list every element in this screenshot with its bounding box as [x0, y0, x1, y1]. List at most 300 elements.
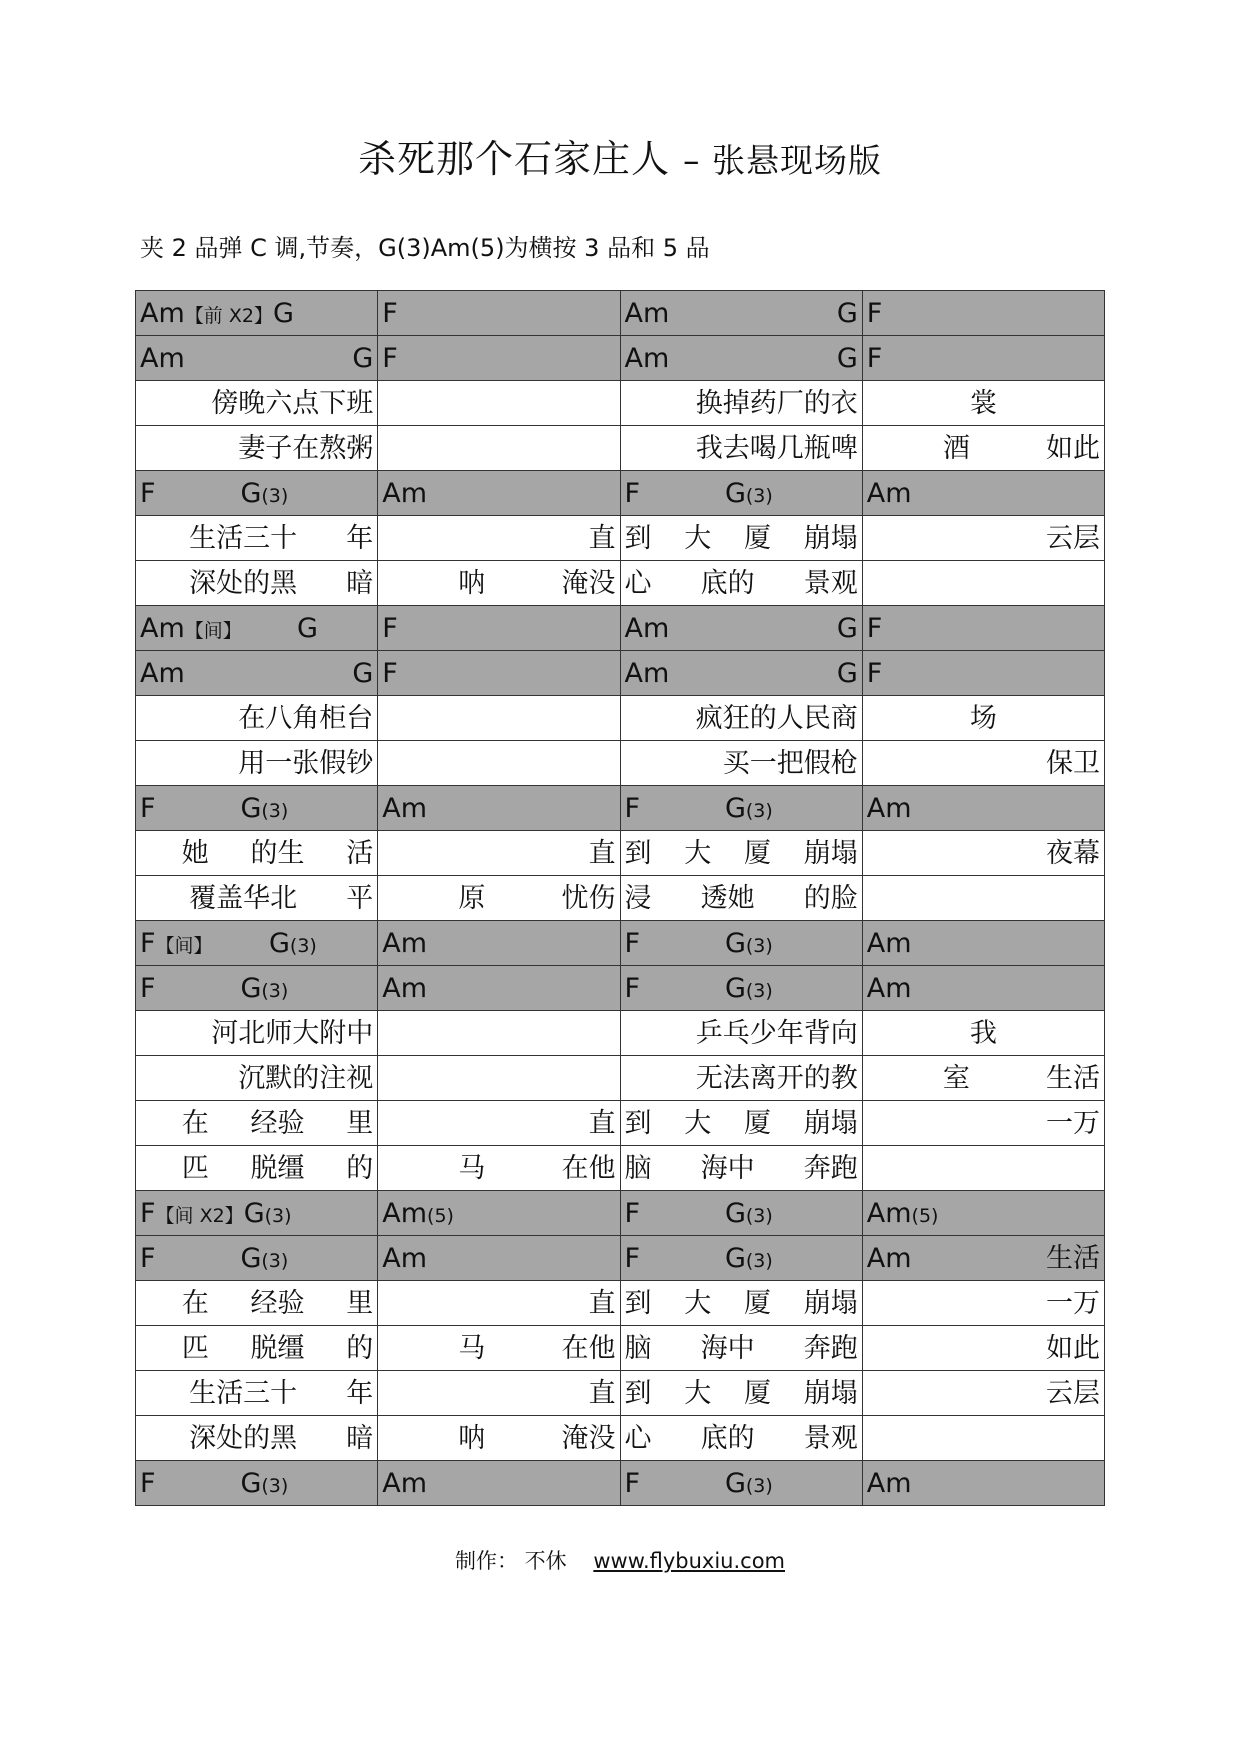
chord-label: G — [297, 612, 318, 644]
chord-label: F — [382, 342, 398, 374]
lyric-cell — [136, 426, 378, 471]
lyric-cell — [136, 561, 378, 606]
lyric-text: 厦 — [744, 1287, 771, 1319]
chord-cell — [136, 606, 378, 651]
lyric-text: 到 — [624, 1107, 652, 1139]
chord-label: G(3) — [724, 477, 773, 509]
lyric-row — [136, 696, 1105, 741]
lyric-text: 的生 — [250, 837, 305, 869]
chord-label: G(3) — [724, 972, 773, 1004]
chord-label: F — [140, 972, 156, 1004]
lyric-text: 忧伤 — [561, 882, 616, 914]
chord-cell — [620, 1461, 862, 1506]
lyric-text: 淹没 — [561, 1422, 616, 1454]
lyric-cell — [862, 1056, 1104, 1101]
lyric-cell — [136, 831, 378, 876]
chord-cell — [620, 1236, 862, 1281]
chord-cell — [378, 1461, 620, 1506]
lyric-cell — [378, 696, 620, 741]
lyric-text: 呐 — [458, 567, 486, 599]
chord-cell — [862, 1191, 1104, 1236]
lyric-text: 奔跑 — [803, 1152, 858, 1184]
lyric-text: 深处的黑 — [189, 1422, 298, 1454]
lyric-cell — [378, 741, 620, 786]
lyric-row — [136, 381, 1105, 426]
lyric-cell — [620, 1011, 862, 1056]
lyric-cell — [136, 696, 378, 741]
lyric-text: 大 — [684, 1287, 712, 1319]
chord-row — [136, 606, 1105, 651]
lyric-cell — [620, 876, 862, 921]
chord-label: F — [866, 657, 883, 689]
lyric-cell — [378, 1371, 620, 1416]
chord-cell — [620, 291, 862, 336]
chord-label: Am — [382, 477, 428, 509]
chord-row — [136, 1191, 1105, 1236]
lyric-cell — [620, 1146, 862, 1191]
lyric-text: 暗 — [346, 1422, 374, 1454]
lyric-text: 马 — [458, 1332, 486, 1364]
chord-label: F — [140, 1242, 156, 1274]
lyric-row — [136, 1056, 1105, 1101]
lyric-cell — [378, 1146, 620, 1191]
lyric-text: 大 — [684, 522, 712, 554]
chord-label: F — [140, 477, 156, 509]
chord-cell — [620, 1191, 862, 1236]
lyric-row — [136, 741, 1105, 786]
lyric-cell — [620, 696, 862, 741]
chord-label: F — [382, 612, 398, 644]
lyric-text: 崩塌 — [803, 1377, 858, 1409]
chord-label: G — [836, 342, 858, 374]
lyric-cell — [136, 1101, 378, 1146]
lyric-text: 底的 — [700, 567, 755, 599]
lyric-text: 的 — [346, 1332, 374, 1364]
lyric-text: 崩塌 — [803, 837, 858, 869]
chord-cell — [378, 1236, 620, 1281]
lyric-text: 在 — [181, 1287, 209, 1319]
chord-label: G(3) — [268, 927, 317, 959]
lyric-row — [136, 561, 1105, 606]
chord-label: G(3) — [724, 927, 773, 959]
lyric-text: 乒乓少年背向 — [695, 1017, 858, 1049]
chord-cell — [136, 786, 378, 831]
lyric-text: 奔跑 — [803, 1332, 858, 1364]
lyric-text: 如此 — [1046, 432, 1100, 464]
chord-row — [136, 786, 1105, 831]
chord-label: F — [624, 1467, 641, 1499]
capo-instructions: 夹 2 品弹 C 调,节奏，G(3)Am(5)为横按 3 品和 5 品 — [140, 234, 710, 262]
lyric-row — [136, 1281, 1105, 1326]
lyric-text: 大 — [684, 1107, 712, 1139]
chord-row — [136, 1236, 1105, 1281]
chord-cell — [136, 1191, 378, 1236]
lyric-text: 平 — [346, 882, 374, 914]
chord-label: F — [624, 1242, 641, 1274]
lyric-text: 崩塌 — [803, 1107, 858, 1139]
lyric-text: 她 — [181, 837, 209, 869]
lyric-cell — [620, 426, 862, 471]
lyric-cell — [620, 1326, 862, 1371]
chord-label: F — [866, 342, 883, 374]
chord-cell — [378, 471, 620, 516]
lyric-cell — [862, 426, 1104, 471]
lyric-text: 原 — [458, 882, 486, 914]
page-title — [0, 128, 1240, 183]
chord-label: G(3) — [724, 1467, 773, 1499]
chord-label: Am — [382, 1242, 428, 1274]
lyric-text: 海中 — [700, 1332, 755, 1364]
lyric-text: 生活三十 — [189, 522, 298, 554]
lyric-cell — [862, 1146, 1104, 1191]
lyric-text: 在八角柜台 — [238, 702, 374, 734]
lyric-row — [136, 831, 1105, 876]
chord-cell — [862, 291, 1104, 336]
lyric-text: 直 — [588, 837, 616, 869]
lyric-cell — [378, 831, 620, 876]
lyric-cell — [136, 1371, 378, 1416]
chord-cell — [136, 291, 378, 336]
lyric-cell — [620, 831, 862, 876]
lyric-cell — [862, 516, 1104, 561]
chord-label: F — [140, 1467, 156, 1499]
lyric-text: 景观 — [803, 1422, 858, 1454]
lyric-cell — [862, 561, 1104, 606]
lyric-cell — [378, 1281, 620, 1326]
lyric-text: 用一张假钞 — [238, 747, 374, 779]
lyric-cell — [862, 1011, 1104, 1056]
lyric-text: 到 — [624, 522, 652, 554]
chord-cell — [620, 336, 862, 381]
lyric-cell — [620, 741, 862, 786]
lyric-text: 云层 — [1046, 1377, 1100, 1409]
lyric-text: 厦 — [744, 1377, 771, 1409]
lyric-cell — [378, 1416, 620, 1461]
chord-label: G(3) — [240, 1242, 289, 1274]
lyric-cell — [136, 1056, 378, 1101]
chord-label: Am — [140, 657, 185, 689]
lyric-cell — [862, 741, 1104, 786]
lyric-text: 妻子在熬粥 — [238, 432, 374, 464]
chord-cell — [620, 606, 862, 651]
lyric-text: 一万 — [1046, 1107, 1100, 1139]
lyric-cell — [862, 1326, 1104, 1371]
lyric-text: 厦 — [744, 1107, 771, 1139]
lyric-cell — [862, 1416, 1104, 1461]
lyric-text: 脱缰 — [250, 1152, 305, 1184]
lyric-text: 心 — [624, 1422, 652, 1454]
lyric-row — [136, 516, 1105, 561]
chord-cell — [862, 1461, 1104, 1506]
chord-label: Am【间】 — [140, 612, 242, 644]
chord-cell — [862, 651, 1104, 696]
lyric-cell — [620, 561, 862, 606]
chord-label: Am — [382, 972, 428, 1004]
chord-row — [136, 291, 1105, 336]
lyric-cell — [862, 1281, 1104, 1326]
chord-label: F — [624, 477, 641, 509]
lyric-text: 呐 — [458, 1422, 486, 1454]
lyric-text: 崩塌 — [803, 522, 858, 554]
chord-label: G(3) — [240, 972, 289, 1004]
lyric-text: 一万 — [1046, 1287, 1100, 1319]
lyric-text: 换掉药厂的衣 — [695, 387, 858, 419]
lyric-cell — [378, 561, 620, 606]
lyric-cell — [620, 1416, 862, 1461]
chord-label: F — [866, 612, 883, 644]
chord-cell — [862, 606, 1104, 651]
chord-label: F — [140, 792, 156, 824]
lyric-cell — [136, 516, 378, 561]
lyric-cell — [378, 1056, 620, 1101]
lyric-row — [136, 876, 1105, 921]
chord-label: Am — [624, 297, 670, 329]
lyric-text: 我 — [969, 1017, 997, 1049]
lyric-cell — [862, 1101, 1104, 1146]
chord-label: F — [382, 657, 398, 689]
lyric-text: 在 — [181, 1107, 209, 1139]
chord-cell — [136, 336, 378, 381]
lyric-text: 脑 — [624, 1332, 652, 1364]
chord-cell — [620, 966, 862, 1011]
lyric-cell — [136, 1416, 378, 1461]
lyric-cell — [620, 381, 862, 426]
lyric-text: 在他 — [561, 1332, 616, 1364]
chord-label: 生活 — [1046, 1242, 1100, 1274]
chord-label: F — [382, 297, 398, 329]
chord-cell — [378, 291, 620, 336]
chord-cell — [620, 921, 862, 966]
lyric-text: 经验 — [250, 1287, 305, 1319]
chord-label: Am — [624, 342, 670, 374]
lyric-text: 室 — [942, 1062, 970, 1094]
chord-label: Am — [624, 657, 670, 689]
chord-label: Am — [866, 1242, 912, 1274]
lyric-text: 的 — [346, 1152, 374, 1184]
lyric-text: 直 — [588, 1377, 616, 1409]
lyric-text: 年 — [346, 1377, 374, 1409]
lyric-text: 景观 — [803, 567, 858, 599]
lyric-text: 到 — [624, 1287, 652, 1319]
lyric-text: 如此 — [1046, 1332, 1100, 1364]
chord-cell — [378, 606, 620, 651]
lyric-text: 我去喝几瓶啤 — [695, 432, 858, 464]
chord-label: F【间 X2】G(3) — [140, 1197, 292, 1229]
lyric-cell — [620, 1371, 862, 1416]
chord-label: Am(5) — [382, 1197, 454, 1229]
lyric-text: 里 — [346, 1107, 374, 1139]
chord-cell — [620, 786, 862, 831]
chord-label: Am — [866, 927, 912, 959]
chord-cell — [136, 651, 378, 696]
chord-label: G(3) — [240, 1467, 289, 1499]
chord-cell — [136, 966, 378, 1011]
footer — [0, 1545, 1240, 1575]
lyric-text: 暗 — [346, 567, 374, 599]
chord-lyric-table — [135, 290, 1105, 1506]
chord-label: G(3) — [724, 792, 773, 824]
chord-label: F — [624, 792, 641, 824]
lyric-cell — [620, 1056, 862, 1101]
chord-label: Am — [382, 1467, 428, 1499]
lyric-text: 马 — [458, 1152, 486, 1184]
lyric-text: 大 — [684, 1377, 712, 1409]
chord-cell — [136, 921, 378, 966]
chord-label: Am — [382, 792, 428, 824]
chord-row — [136, 966, 1105, 1011]
lyric-cell — [136, 1011, 378, 1056]
lyric-cell — [862, 1371, 1104, 1416]
lyric-text: 覆盖华北 — [189, 882, 298, 914]
lyric-text: 底的 — [700, 1422, 755, 1454]
chord-label: G — [836, 612, 858, 644]
credit-text: 制作： 不休 — [454, 1549, 567, 1573]
chord-cell — [378, 651, 620, 696]
chord-label: Am — [866, 792, 912, 824]
lyric-text: 年 — [346, 522, 374, 554]
chord-cell — [620, 471, 862, 516]
lyric-text: 脑 — [624, 1152, 652, 1184]
chord-cell — [378, 966, 620, 1011]
lyric-text: 生活三十 — [189, 1377, 298, 1409]
chord-cell — [378, 336, 620, 381]
lyric-cell — [378, 381, 620, 426]
chord-label: Am — [866, 477, 912, 509]
lyric-cell — [378, 1101, 620, 1146]
chord-label: G — [352, 657, 374, 689]
lyric-text: 里 — [346, 1287, 374, 1319]
chord-cell — [378, 786, 620, 831]
lyric-row — [136, 426, 1105, 471]
chord-cell — [862, 786, 1104, 831]
lyric-cell — [378, 876, 620, 921]
chord-label: F【间】 — [140, 927, 213, 959]
chord-label: Am — [140, 342, 185, 374]
chord-row — [136, 921, 1105, 966]
lyric-cell — [136, 1281, 378, 1326]
lyric-cell — [378, 426, 620, 471]
lyric-row — [136, 1326, 1105, 1371]
chord-row — [136, 651, 1105, 696]
lyric-text: 买一把假枪 — [722, 747, 858, 779]
chord-cell — [862, 966, 1104, 1011]
lyric-text: 直 — [588, 522, 616, 554]
website-link[interactable]: www.flybuxiu.com — [593, 1549, 786, 1573]
chord-cell — [136, 1236, 378, 1281]
chord-cell — [862, 336, 1104, 381]
chord-label: G(3) — [724, 1197, 773, 1229]
lyric-text: 海中 — [700, 1152, 755, 1184]
lyric-cell — [378, 516, 620, 561]
lyric-text: 场 — [969, 702, 997, 734]
lyric-text: 夜幕 — [1046, 837, 1100, 869]
chord-label: Am — [866, 972, 912, 1004]
chord-cell — [378, 1191, 620, 1236]
lyric-cell — [136, 1326, 378, 1371]
chord-cell — [136, 1461, 378, 1506]
chord-label: G — [836, 297, 858, 329]
chord-label: G(3) — [240, 792, 289, 824]
chord-cell — [620, 651, 862, 696]
lyric-cell — [620, 1101, 862, 1146]
chord-row — [136, 336, 1105, 381]
lyric-cell — [136, 876, 378, 921]
lyric-text: 傍晚六点下班 — [211, 387, 374, 419]
lyric-text: 匹 — [181, 1332, 209, 1364]
lyric-text: 淹没 — [561, 567, 616, 599]
lyric-text: 直 — [588, 1107, 616, 1139]
lyric-text: 沉默的注视 — [238, 1062, 374, 1094]
lyric-text: 生活 — [1046, 1062, 1100, 1094]
lyric-cell — [136, 381, 378, 426]
chord-label: Am — [382, 927, 428, 959]
chord-label: G(3) — [724, 1242, 773, 1274]
chord-label: F — [624, 927, 641, 959]
lyric-text: 厦 — [744, 837, 771, 869]
chord-cell — [862, 471, 1104, 516]
chord-cell — [136, 471, 378, 516]
lyric-cell — [862, 831, 1104, 876]
song-title: 杀死那个石家庄人 — [357, 137, 670, 181]
lyric-row — [136, 1146, 1105, 1191]
lyric-text: 酒 — [942, 432, 970, 464]
lyric-text: 直 — [588, 1287, 616, 1319]
lyric-text: 脱缰 — [250, 1332, 305, 1364]
chord-label: F — [624, 1197, 641, 1229]
lyric-text: 经验 — [250, 1107, 305, 1139]
chord-label: Am — [866, 1467, 912, 1499]
lyric-text: 崩塌 — [803, 1287, 858, 1319]
lyric-text: 的脸 — [803, 882, 858, 914]
chord-label: F — [624, 972, 641, 1004]
lyric-text: 河北师大附中 — [211, 1017, 374, 1049]
lyric-row — [136, 1101, 1105, 1146]
lyric-cell — [378, 1011, 620, 1056]
lyric-text: 裳 — [969, 387, 997, 419]
chord-cell — [378, 921, 620, 966]
lyric-text: 厦 — [744, 522, 771, 554]
chord-label: Am(5) — [866, 1197, 939, 1229]
lyric-cell — [136, 741, 378, 786]
lyric-text: 到 — [624, 1377, 652, 1409]
lyric-cell — [620, 1281, 862, 1326]
chord-row — [136, 471, 1105, 516]
lyric-text: 深处的黑 — [189, 567, 298, 599]
lyric-text: 活 — [346, 837, 374, 869]
chord-label: G(3) — [240, 477, 289, 509]
lyric-text: 大 — [684, 837, 712, 869]
lyric-text: 浸 — [624, 882, 652, 914]
lyric-cell — [620, 516, 862, 561]
chord-cell — [862, 1236, 1104, 1281]
lyric-row — [136, 1416, 1105, 1461]
chord-label: F — [866, 297, 883, 329]
lyric-text: 云层 — [1046, 522, 1100, 554]
lyric-cell — [378, 1326, 620, 1371]
song-subtitle: – 张悬现场版 — [683, 141, 883, 180]
lyric-row — [136, 1011, 1105, 1056]
lyric-text: 心 — [624, 567, 652, 599]
lyric-text: 到 — [624, 837, 652, 869]
chord-label: G — [352, 342, 374, 374]
chord-label: Am【前 X2】G — [140, 297, 294, 329]
lyric-text: 无法离开的教 — [695, 1062, 858, 1094]
lyric-cell — [136, 1146, 378, 1191]
lyric-text: 疯狂的人民商 — [695, 702, 858, 734]
lyric-text: 在他 — [561, 1152, 616, 1184]
lyric-cell — [862, 381, 1104, 426]
lyric-row — [136, 1371, 1105, 1416]
